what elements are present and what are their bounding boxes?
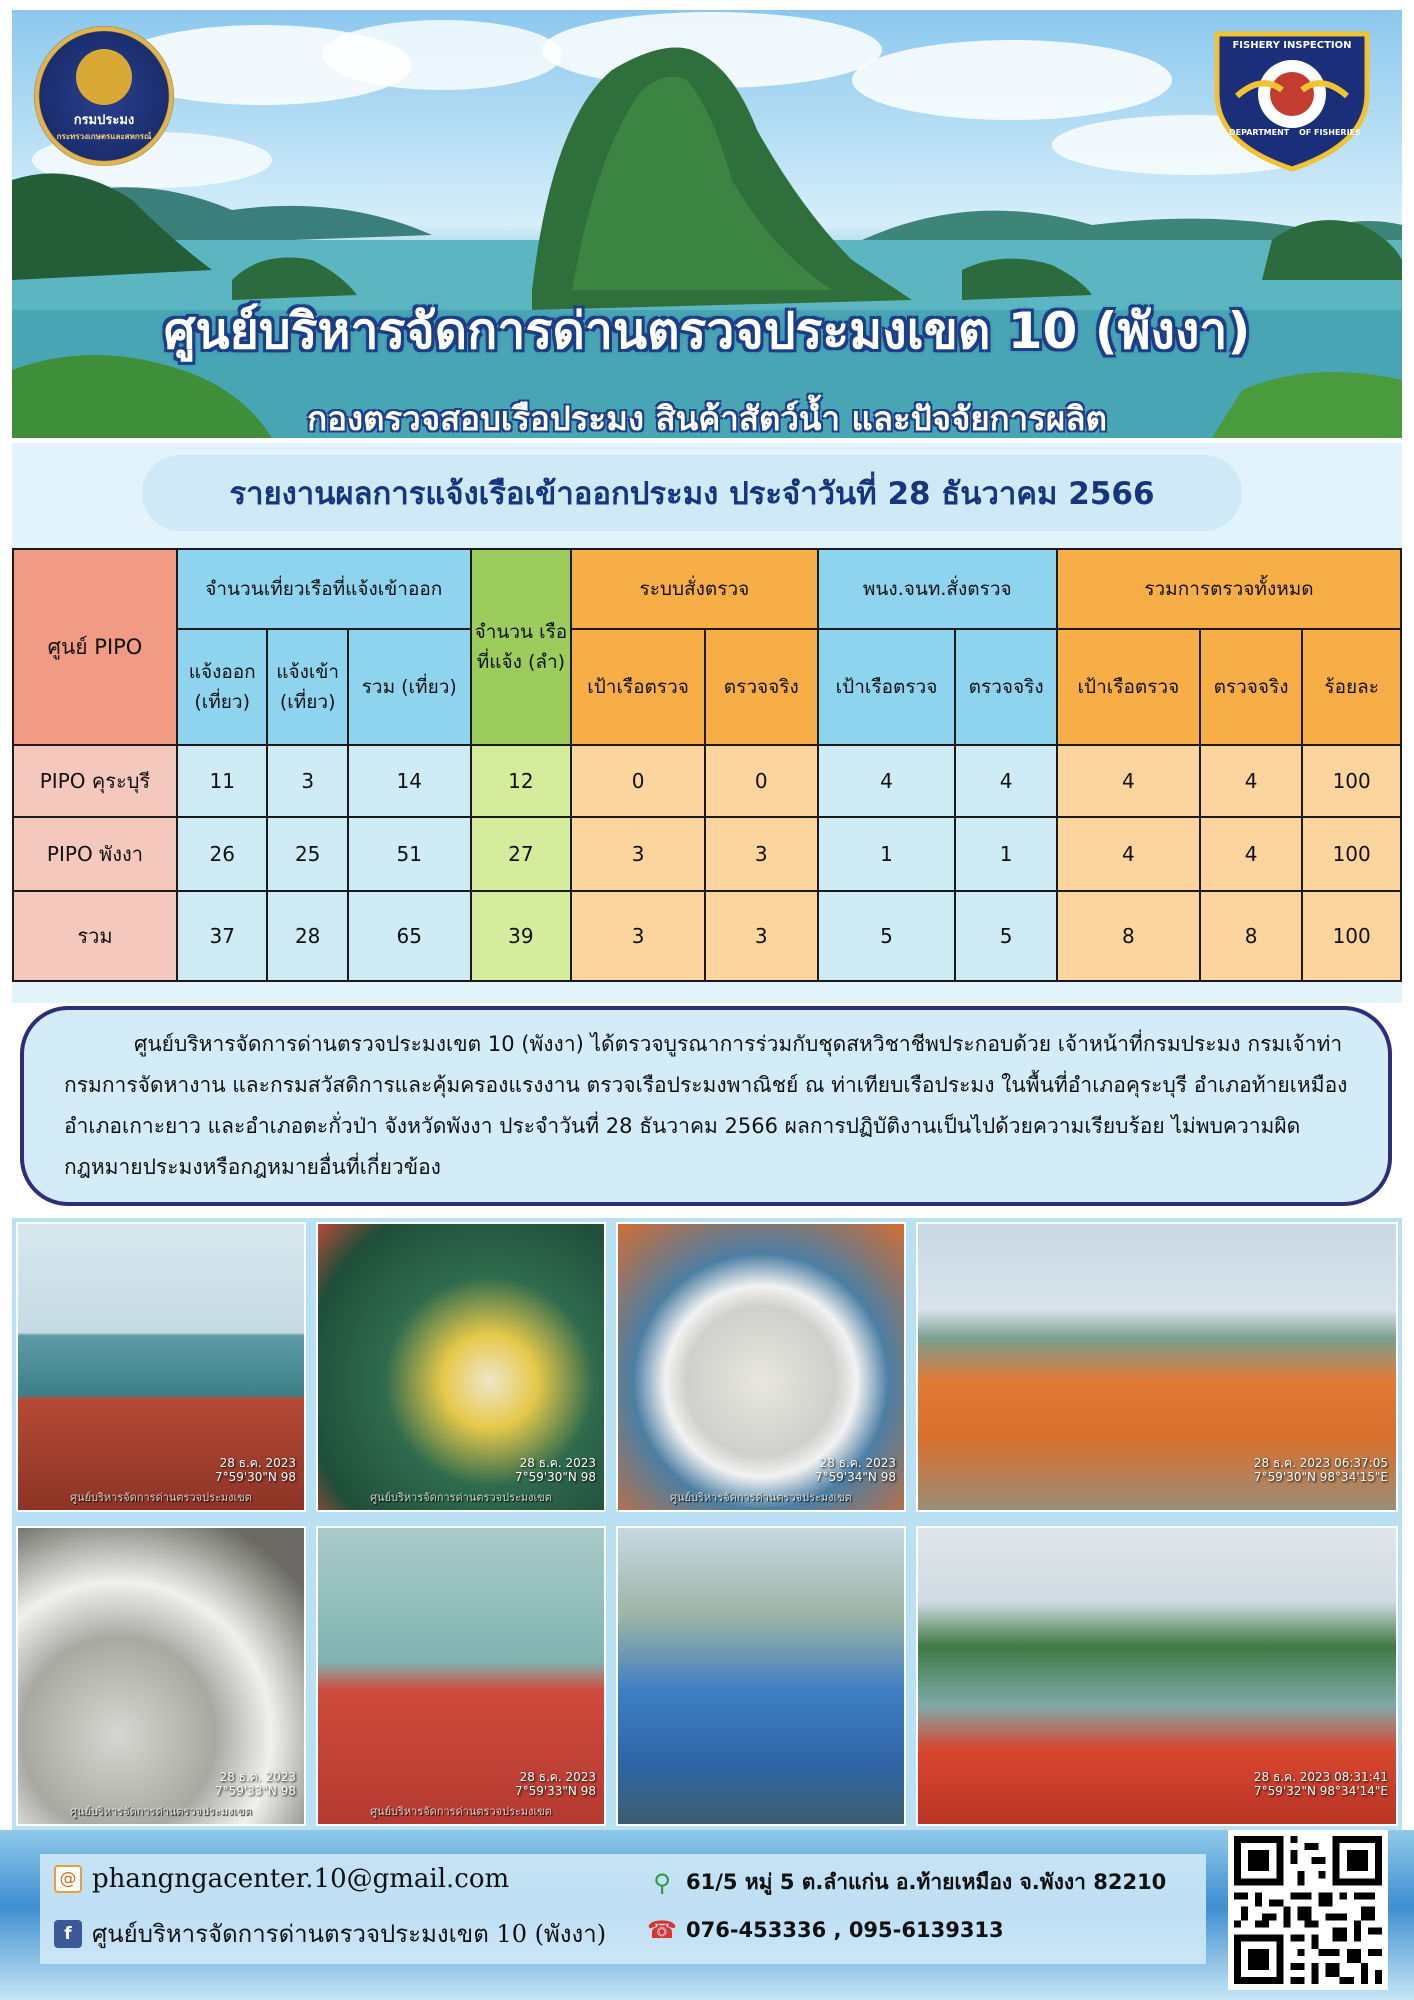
email-icon: @	[54, 1865, 82, 1893]
summary-text: ศูนย์บริหารจัดการด่านตรวจประมงเขต 10 (พังงา) ได้ตรวจบูรณาการร่วมกับชุดสหวิชาชีพประกอบด้วย เจ้าหน้าที่กรมประมง กรมเจ้าท่า กรมการจัดหางาน และกรมสวัสดิการและคุ้มครองแรงงาน ตรวจเรือประมงพาณิชย์ ณ ท่าเทียบเรือประมง ในพื้นที่อำเภอคุระบุรี อำเภอท้ายเหมือง อำเภอเกาะยาว และอำเภอตะกั่วป่า จังหวัดพังงา ประจำวันที่ 28 ธันวาคม 2566 ผลการปฏิบัติงานเป็นไปด้วยความเรียบร้อย ไม่พบความผิดกฎหมายประมงหรือกฎหมายอื่นที่เกี่ยวข้อง	[64, 1032, 1348, 1179]
cell-percent: 100	[1302, 745, 1401, 817]
photo-fish-baskets	[16, 1526, 306, 1826]
photo-watermark: ศูนย์บริหารจัดการด่านตรวจประมงเขต	[70, 1805, 252, 1818]
logo-left-text: กรมประมง	[73, 113, 135, 128]
header-trips-group: จำนวนเที่ยวเรือที่แจ้งเข้าออก	[177, 549, 471, 629]
cell-boats: 12	[471, 745, 572, 817]
inspection-stats-table	[12, 548, 1402, 982]
department-of-fisheries-logo	[34, 26, 174, 166]
qr-code-icon	[1234, 1836, 1382, 1984]
cell-all-target: 4	[1057, 817, 1200, 891]
cell-center: รวม	[13, 891, 177, 981]
fishery-inspection-badge	[1207, 24, 1377, 174]
cell-trips-total: 65	[348, 891, 471, 981]
cell-trips-total: 51	[348, 817, 471, 891]
page-subtitle: กองตรวจสอบเรือประมง สินค้าสัตว์น้ำ และปัจจัยการผลิต	[307, 399, 1107, 438]
cell-officer-target: 1	[818, 817, 956, 891]
table-row	[13, 745, 1401, 817]
cell-percent: 100	[1302, 817, 1401, 891]
photo-timestamp: 28 ธ.ค. 2023	[219, 1770, 296, 1784]
photo-inspection-team	[916, 1222, 1398, 1512]
cell-center: PIPO พังงา	[13, 817, 177, 891]
header-all-inspection: รวมการตรวจทั้งหมด	[1057, 549, 1401, 629]
summary-box	[20, 1006, 1392, 1206]
cell-trips-in: 28	[267, 891, 347, 981]
photo-watermark: ศูนย์บริหารจัดการด่านตรวจประมงเขต	[370, 1805, 552, 1818]
photo-watermark: ศูนย์บริหารจัดการด่านตรวจประมงเขต	[370, 1491, 552, 1504]
cell-all-actual: 8	[1200, 891, 1303, 981]
landscape-illustration	[12, 10, 1402, 438]
photo-watermark: ศูนย์บริหารจัดการด่านตรวจประมงเขต	[670, 1491, 852, 1504]
photo-blue-fishing-boat	[616, 1526, 906, 1826]
facebook-page-name[interactable]: ศูนย์บริหารจัดการด่านตรวจประมงเขต 10 (พังงา)	[92, 1920, 607, 1948]
photo-gallery	[12, 1218, 1402, 1830]
cell-system-actual: 0	[705, 745, 818, 817]
facebook-contact[interactable]	[54, 1914, 606, 1953]
cell-all-actual: 4	[1200, 745, 1303, 817]
cell-officer-actual: 4	[955, 745, 1057, 817]
header-banner	[12, 10, 1402, 438]
header-officer-target: เป้าเรือตรวจ	[818, 629, 956, 745]
cell-trips-out: 11	[177, 745, 268, 817]
cell-trips-out: 26	[177, 817, 268, 891]
photo-timestamp: 28 ธ.ค. 2023	[219, 1456, 296, 1470]
facebook-icon: f	[54, 1920, 82, 1948]
cell-all-target: 4	[1057, 745, 1200, 817]
phone-contact[interactable]	[648, 1916, 1004, 1944]
cell-all-target: 8	[1057, 891, 1200, 981]
cell-system-target: 3	[571, 817, 705, 891]
cell-boats: 39	[471, 891, 572, 981]
header-all-target: เป้าเรือตรวจ	[1057, 629, 1200, 745]
photo-boat-harbor	[16, 1222, 306, 1512]
qr-code[interactable]	[1228, 1830, 1388, 1990]
photo-watermark: ศูนย์บริหารจัดการด่านตรวจประมงเขต	[70, 1491, 252, 1504]
photo-coordinates: 7°59'33"N 98	[214, 1784, 296, 1798]
photo-timestamp: 28 ธ.ค. 2023	[519, 1770, 596, 1784]
table-row	[13, 817, 1401, 891]
photo-red-fishing-boat	[916, 1526, 1398, 1826]
header-boats: จำนวน เรือที่แจ้ง (ลำ)	[471, 549, 572, 745]
header-all-actual: ตรวจจริง	[1200, 629, 1303, 745]
cell-officer-actual: 5	[955, 891, 1057, 981]
cell-officer-actual: 1	[955, 817, 1057, 891]
cell-system-target: 0	[571, 745, 705, 817]
royal-emblem-icon	[76, 49, 132, 105]
phone-icon: ☎	[647, 1916, 677, 1944]
report-title: รายงานผลการแจ้งเรือเข้าออกประมง ประจำวันที่ 28 ธันวาคม 2566	[142, 455, 1242, 531]
photo-coordinates: 7°59'30"N 98	[514, 1470, 596, 1484]
cell-boats: 27	[471, 817, 572, 891]
header-trips-in: แจ้งเข้า (เที่ยว)	[267, 629, 347, 745]
header-trips-total: รวม (เที่ยว)	[348, 629, 471, 745]
address-contact	[648, 1866, 1166, 1899]
badge-top-text: FISHERY INSPECTION	[1232, 40, 1352, 51]
photo-timestamp: 28 ธ.ค. 2023	[819, 1456, 896, 1470]
cell-center: PIPO คุระบุรี	[13, 745, 177, 817]
cell-percent: 100	[1302, 891, 1401, 981]
location-pin-icon: ⚲	[653, 1868, 671, 1897]
email-address[interactable]: phangngacenter.10@gmail.com	[92, 1864, 510, 1894]
badge-bottom-left-text: DEPARTMENT	[1229, 128, 1290, 137]
photo-fishing-net-floats	[316, 1222, 606, 1512]
photo-coordinates: 7°59'33"N 98	[514, 1784, 596, 1798]
header-trips-out: แจ้งออก (เที่ยว)	[177, 629, 268, 745]
cell-officer-target: 4	[818, 745, 956, 817]
email-contact[interactable]	[54, 1864, 509, 1894]
cell-trips-out: 37	[177, 891, 268, 981]
header-system-inspection: ระบบสั่งตรวจ	[571, 549, 817, 629]
badge-bottom-right-text: OF FISHERIES	[1299, 128, 1361, 137]
photo-coordinates: 7°59'34"N 98	[814, 1470, 896, 1484]
header-system-target: เป้าเรือตรวจ	[571, 629, 705, 745]
cell-trips-in: 3	[267, 745, 347, 817]
logo-left-caption: กระทรวงเกษตรและสหกรณ์	[56, 132, 152, 141]
photo-timestamp: 28 ธ.ค. 2023 08:31:41	[1253, 1770, 1388, 1784]
photo-timestamp: 28 ธ.ค. 2023 06:37:05	[1253, 1456, 1388, 1470]
address-text: 61/5 หมู่ 5 ต.ลำแก่น อ.ท้ายเหมือง จ.พังงา 82210	[686, 1870, 1167, 1894]
cell-trips-total: 14	[348, 745, 471, 817]
photo-coordinates: 7°59'30"N 98	[214, 1470, 296, 1484]
cell-system-actual: 3	[705, 817, 818, 891]
cell-system-actual: 3	[705, 891, 818, 981]
header-system-actual: ตรวจจริง	[705, 629, 818, 745]
photo-timestamp: 28 ธ.ค. 2023	[519, 1456, 596, 1470]
photo-coordinates: 7°59'30"N 98°34'15"E	[1254, 1470, 1388, 1484]
cell-trips-in: 25	[267, 817, 347, 891]
header-percent: ร้อยละ	[1302, 629, 1401, 745]
phone-numbers[interactable]: 076-453336 , 095-6139313	[686, 1918, 1004, 1942]
table-row-total	[13, 891, 1401, 981]
header-officer-actual: ตรวจจริง	[955, 629, 1057, 745]
header-officer-inspection: พนง.จนท.สั่งตรวจ	[818, 549, 1057, 629]
cell-officer-target: 5	[818, 891, 956, 981]
cell-system-target: 3	[571, 891, 705, 981]
photo-fish-catch-basin	[616, 1222, 906, 1512]
page-title: ศูนย์บริหารจัดการด่านตรวจประมงเขต 10 (พังงา)	[163, 302, 1251, 360]
cell-all-actual: 4	[1200, 817, 1303, 891]
photo-crew-on-deck	[316, 1526, 606, 1826]
header-pipo-center: ศูนย์ PIPO	[13, 549, 177, 745]
photo-coordinates: 7°59'32"N 98°34'14"E	[1254, 1784, 1388, 1798]
